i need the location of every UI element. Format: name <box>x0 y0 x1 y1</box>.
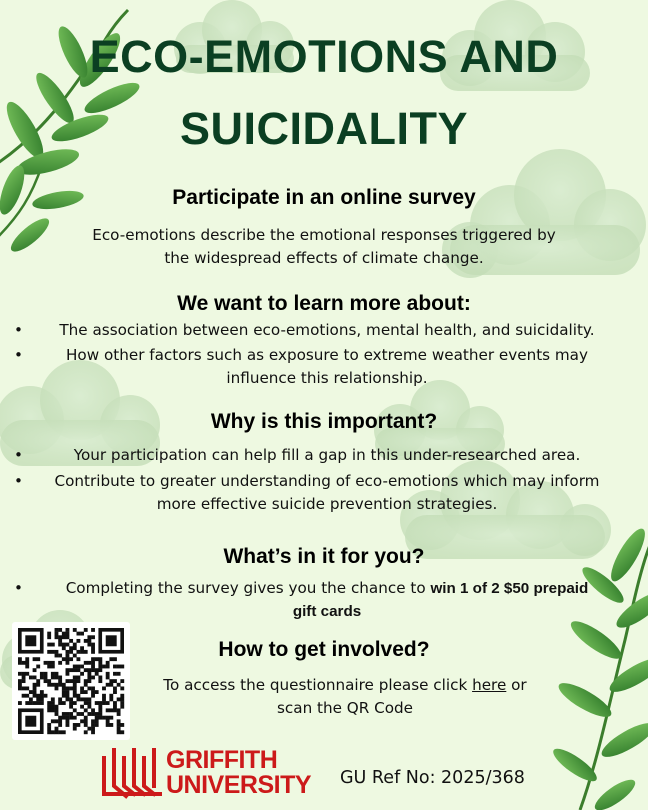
survey-link[interactable]: here <box>472 676 507 694</box>
poster-title-line-1: ECO-EMOTIONS AND <box>89 31 559 82</box>
learn-bullet-2 <box>14 344 640 390</box>
learn-heading: We want to learn more about: <box>177 292 471 315</box>
benefit-prize-line-1: win 1 of 2 $50 prepaid <box>430 580 589 597</box>
benefit-prize-line-2: gift cards <box>292 603 362 620</box>
important-bullet-2 <box>14 470 640 516</box>
important-bullet-1 <box>14 444 640 467</box>
survey-description-line-2: the widespread effects of climate change. <box>164 249 484 267</box>
benefit-text-line-1 <box>14 577 640 600</box>
involved-instruction-line-2: scan the QR Code <box>277 699 413 717</box>
benefit-text: Completing the survey gives you the chance to <box>65 579 431 597</box>
important-bullet-2-text-line-1: Contribute to greater understanding of eco-emotions which may inform <box>54 472 600 490</box>
bullet-icon: • <box>14 579 23 597</box>
survey-heading: Participate in an online survey <box>172 186 476 209</box>
learn-bullet-1 <box>14 319 640 342</box>
involved-text-1: To access the questionnaire please click <box>163 676 473 694</box>
logo-text-university: UNIVERSITY <box>166 771 312 799</box>
survey-description-line-1: Eco-emotions describe the emotional responses triggered by <box>92 226 556 244</box>
reference-number: GU Ref No: 2025/368 <box>340 768 525 788</box>
benefit-bullet <box>14 577 640 623</box>
bullet-icon: • <box>14 446 23 464</box>
learn-bullet-2-text-line-1: How other factors such as exposure to extreme weather events may <box>66 346 588 364</box>
bullet-icon: • <box>14 472 23 490</box>
important-bullet-1-text: Your participation can help fill a gap in this under-researched area. <box>73 446 581 464</box>
important-bullet-2-text-line-2: more effective suicide prevention strategies. <box>156 495 498 513</box>
learn-bullet-1-text: The association between eco-emotions, mental health, and suicidality. <box>59 321 595 339</box>
involved-text-2: or <box>506 676 527 694</box>
learn-bullet-2-text-line-2: influence this relationship. <box>226 369 428 387</box>
bullet-icon: • <box>14 346 23 364</box>
poster-title-line-2: SUICIDALITY <box>179 103 468 154</box>
bullet-icon: • <box>14 321 23 339</box>
benefit-heading: What’s in it for you? <box>223 545 425 568</box>
qr-code-graphic <box>12 622 130 740</box>
involved-instruction-line-1 <box>130 674 560 697</box>
involved-heading: How to get involved? <box>218 638 430 661</box>
qr-code-icon[interactable] <box>12 622 130 740</box>
important-heading: Why is this important? <box>210 410 438 433</box>
logo-text-griffith: GRIFFITH <box>166 746 278 774</box>
